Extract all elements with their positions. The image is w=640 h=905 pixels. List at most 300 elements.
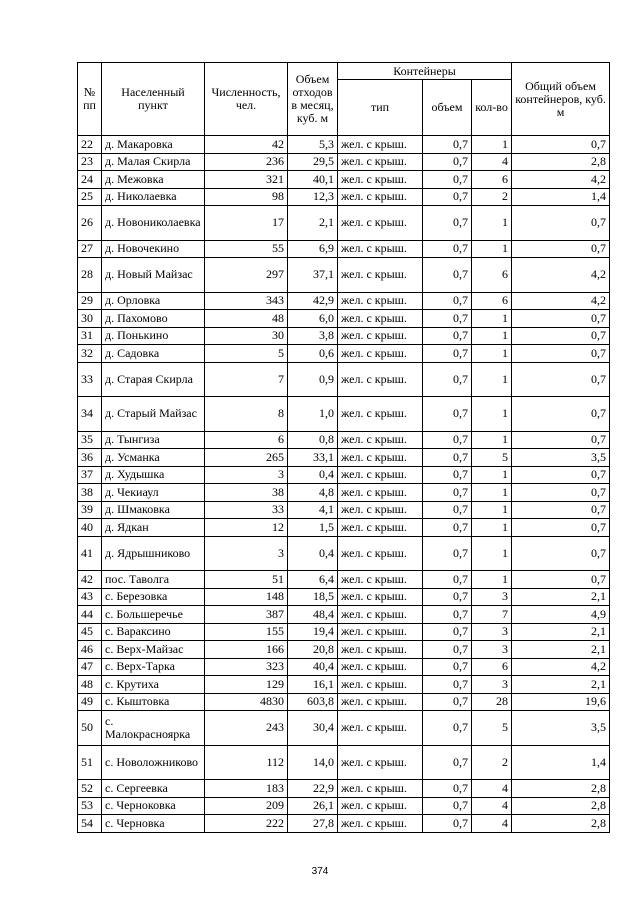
container-volume-cell: 0,7 (423, 711, 472, 746)
settlement-name: д. Худышка (102, 466, 205, 484)
container-count-cell: 6 (472, 258, 512, 293)
total-volume-cell: 1,4 (512, 188, 610, 206)
total-volume-cell: 2,8 (512, 815, 610, 833)
table-row (78, 484, 610, 502)
container-volume-cell: 0,7 (423, 676, 472, 694)
settlement-name: с. Крутиха (102, 676, 205, 694)
container-count-cell: 4 (472, 815, 512, 833)
container-count-cell: 7 (472, 606, 512, 624)
row-number: 33 (78, 362, 102, 397)
container-volume-cell: 0,7 (423, 588, 472, 606)
container-count-cell: 1 (472, 484, 512, 502)
container-type-cell: жел. с крыш. (338, 815, 423, 833)
waste-volume-cell: 33,1 (288, 449, 338, 467)
population-cell: 236 (205, 153, 288, 171)
row-number: 54 (78, 815, 102, 833)
page-number: 374 (311, 866, 329, 877)
table-row (78, 519, 610, 537)
container-count-cell: 1 (472, 310, 512, 328)
population-cell: 55 (205, 240, 288, 258)
table-row (78, 153, 610, 171)
container-volume-cell: 0,7 (423, 693, 472, 711)
row-number: 35 (78, 431, 102, 449)
container-count-cell: 1 (472, 466, 512, 484)
table-row (78, 797, 610, 815)
col-header-container-type: тип (338, 80, 423, 136)
row-number: 26 (78, 206, 102, 241)
table-row (78, 466, 610, 484)
waste-volume-cell: 2,1 (288, 206, 338, 241)
waste-volume-cell: 42,9 (288, 292, 338, 310)
row-number: 50 (78, 711, 102, 746)
table-row (78, 171, 610, 189)
total-volume-cell: 2,1 (512, 676, 610, 694)
settlement-name: д. Шмаковка (102, 501, 205, 519)
population-cell: 222 (205, 815, 288, 833)
total-volume-cell: 0,7 (512, 431, 610, 449)
total-volume-cell: 0,7 (512, 136, 610, 154)
row-number: 46 (78, 641, 102, 659)
settlement-name: д. Ядрышниково (102, 536, 205, 571)
container-volume-cell: 0,7 (423, 501, 472, 519)
container-type-cell: жел. с крыш. (338, 519, 423, 537)
container-type-cell: жел. с крыш. (338, 206, 423, 241)
container-count-cell: 1 (472, 501, 512, 519)
col-header-waste-volume: Объем отходов в месяц, куб. м (288, 63, 338, 136)
total-volume-cell: 4,2 (512, 292, 610, 310)
settlement-name: д. Николаевка (102, 188, 205, 206)
population-cell: 265 (205, 449, 288, 467)
row-number: 28 (78, 258, 102, 293)
total-volume-cell: 0,7 (512, 362, 610, 397)
row-number: 27 (78, 240, 102, 258)
table-row (78, 693, 610, 711)
container-type-cell: жел. с крыш. (338, 449, 423, 467)
waste-volume-cell: 20,8 (288, 641, 338, 659)
container-count-cell: 1 (472, 571, 512, 589)
row-number: 53 (78, 797, 102, 815)
row-number: 24 (78, 171, 102, 189)
total-volume-cell: 0,7 (512, 501, 610, 519)
table-row (78, 745, 610, 780)
settlement-name: с. Верх-Тарка (102, 658, 205, 676)
container-volume-cell: 0,7 (423, 310, 472, 328)
col-header-container-volume: объем (423, 80, 472, 136)
settlement-name: с. Кыштовка (102, 693, 205, 711)
container-volume-cell: 0,7 (423, 484, 472, 502)
container-type-cell: жел. с крыш. (338, 501, 423, 519)
waste-volume-cell: 6,4 (288, 571, 338, 589)
population-cell: 8 (205, 397, 288, 432)
container-volume-cell: 0,7 (423, 362, 472, 397)
settlement-name: д. Орловка (102, 292, 205, 310)
container-type-cell: жел. с крыш. (338, 397, 423, 432)
table-row (78, 711, 610, 746)
container-type-cell: жел. с крыш. (338, 188, 423, 206)
container-type-cell: жел. с крыш. (338, 693, 423, 711)
container-count-cell: 2 (472, 188, 512, 206)
total-volume-cell: 4,9 (512, 606, 610, 624)
container-volume-cell: 0,7 (423, 466, 472, 484)
row-number: 23 (78, 153, 102, 171)
total-volume-cell: 2,1 (512, 588, 610, 606)
population-cell: 243 (205, 711, 288, 746)
container-count-cell: 28 (472, 693, 512, 711)
container-volume-cell: 0,7 (423, 258, 472, 293)
container-count-cell: 1 (472, 362, 512, 397)
container-volume-cell: 0,7 (423, 519, 472, 537)
waste-volume-cell: 37,1 (288, 258, 338, 293)
container-volume-cell: 0,7 (423, 797, 472, 815)
container-type-cell: жел. с крыш. (338, 711, 423, 746)
population-cell: 4830 (205, 693, 288, 711)
container-type-cell: жел. с крыш. (338, 240, 423, 258)
container-volume-cell: 0,7 (423, 397, 472, 432)
table-row (78, 362, 610, 397)
total-volume-cell: 2,1 (512, 623, 610, 641)
col-header-containers: Контейнеры (338, 63, 512, 80)
container-volume-cell: 0,7 (423, 745, 472, 780)
container-volume-cell: 0,7 (423, 431, 472, 449)
population-cell: 112 (205, 745, 288, 780)
container-count-cell: 1 (472, 431, 512, 449)
row-number: 38 (78, 484, 102, 502)
container-volume-cell: 0,7 (423, 780, 472, 798)
row-number: 22 (78, 136, 102, 154)
table-row (78, 501, 610, 519)
settlement-name: д. Понькино (102, 327, 205, 345)
container-volume-cell: 0,7 (423, 240, 472, 258)
total-volume-cell: 2,8 (512, 153, 610, 171)
settlement-name: с. Большеречье (102, 606, 205, 624)
waste-volume-cell: 1,5 (288, 519, 338, 537)
row-number: 37 (78, 466, 102, 484)
total-volume-cell: 0,7 (512, 571, 610, 589)
row-number: 51 (78, 745, 102, 780)
population-cell: 17 (205, 206, 288, 241)
waste-volume-cell: 19,4 (288, 623, 338, 641)
container-type-cell: жел. с крыш. (338, 345, 423, 363)
settlement-name: с. Малокрасноярка (102, 711, 205, 746)
settlement-name: д. Старый Майзас (102, 397, 205, 432)
table-row (78, 815, 610, 833)
settlement-name: д. Малая Скирла (102, 153, 205, 171)
container-count-cell: 1 (472, 519, 512, 537)
total-volume-cell: 4,2 (512, 171, 610, 189)
population-cell: 33 (205, 501, 288, 519)
container-count-cell: 6 (472, 658, 512, 676)
row-number: 43 (78, 588, 102, 606)
waste-volume-cell: 1,0 (288, 397, 338, 432)
row-number: 45 (78, 623, 102, 641)
row-number: 32 (78, 345, 102, 363)
total-volume-cell: 0,7 (512, 397, 610, 432)
population-cell: 42 (205, 136, 288, 154)
container-volume-cell: 0,7 (423, 449, 472, 467)
table-row (78, 623, 610, 641)
container-count-cell: 5 (472, 711, 512, 746)
container-volume-cell: 0,7 (423, 206, 472, 241)
container-count-cell: 1 (472, 345, 512, 363)
container-volume-cell: 0,7 (423, 188, 472, 206)
table-row (78, 449, 610, 467)
container-type-cell: жел. с крыш. (338, 466, 423, 484)
container-volume-cell: 0,7 (423, 658, 472, 676)
row-number: 29 (78, 292, 102, 310)
waste-volume-cell: 12,3 (288, 188, 338, 206)
row-number: 25 (78, 188, 102, 206)
table-row (78, 536, 610, 571)
waste-volume-cell: 29,5 (288, 153, 338, 171)
container-type-cell: жел. с крыш. (338, 136, 423, 154)
row-number: 49 (78, 693, 102, 711)
row-number: 34 (78, 397, 102, 432)
row-number: 41 (78, 536, 102, 571)
container-type-cell: жел. с крыш. (338, 797, 423, 815)
waste-volume-cell: 14,0 (288, 745, 338, 780)
total-volume-cell: 0,7 (512, 484, 610, 502)
container-volume-cell: 0,7 (423, 136, 472, 154)
total-volume-cell: 0,7 (512, 466, 610, 484)
row-number: 39 (78, 501, 102, 519)
total-volume-cell: 1,4 (512, 745, 610, 780)
table-row (78, 188, 610, 206)
row-number: 47 (78, 658, 102, 676)
row-number: 48 (78, 676, 102, 694)
container-type-cell: жел. с крыш. (338, 606, 423, 624)
container-type-cell: жел. с крыш. (338, 484, 423, 502)
total-volume-cell: 0,7 (512, 310, 610, 328)
container-count-cell: 3 (472, 676, 512, 694)
table-row (78, 606, 610, 624)
population-cell: 129 (205, 676, 288, 694)
population-cell: 98 (205, 188, 288, 206)
container-type-cell: жел. с крыш. (338, 745, 423, 780)
container-count-cell: 1 (472, 536, 512, 571)
population-cell: 48 (205, 310, 288, 328)
container-count-cell: 6 (472, 292, 512, 310)
population-cell: 7 (205, 362, 288, 397)
container-count-cell: 1 (472, 206, 512, 241)
table-header (78, 63, 610, 136)
waste-volume-cell: 40,1 (288, 171, 338, 189)
container-type-cell: жел. с крыш. (338, 431, 423, 449)
waste-volume-cell: 40,4 (288, 658, 338, 676)
total-volume-cell: 2,1 (512, 641, 610, 659)
population-cell: 3 (205, 466, 288, 484)
total-volume-cell: 0,7 (512, 206, 610, 241)
container-type-cell: жел. с крыш. (338, 362, 423, 397)
waste-volume-cell: 603,8 (288, 693, 338, 711)
container-volume-cell: 0,7 (423, 536, 472, 571)
settlement-name: с. Верх-Майзас (102, 641, 205, 659)
settlement-name: д. Чекиаул (102, 484, 205, 502)
table-row (78, 240, 610, 258)
settlement-name: д. Новочекино (102, 240, 205, 258)
population-cell: 387 (205, 606, 288, 624)
total-volume-cell: 0,7 (512, 327, 610, 345)
col-header-container-count: кол-во (472, 80, 512, 136)
total-volume-cell: 4,2 (512, 258, 610, 293)
population-cell: 321 (205, 171, 288, 189)
container-volume-cell: 0,7 (423, 571, 472, 589)
waste-volume-cell: 18,5 (288, 588, 338, 606)
container-count-cell: 1 (472, 240, 512, 258)
waste-volume-cell: 0,6 (288, 345, 338, 363)
total-volume-cell: 3,5 (512, 449, 610, 467)
population-cell: 183 (205, 780, 288, 798)
col-header-total-volume: Общий объем контейнеров, куб. м (512, 63, 610, 136)
container-count-cell: 3 (472, 588, 512, 606)
row-number: 40 (78, 519, 102, 537)
settlement-name: с. Новоложниково (102, 745, 205, 780)
total-volume-cell: 0,7 (512, 536, 610, 571)
container-volume-cell: 0,7 (423, 606, 472, 624)
waste-volume-cell: 4,8 (288, 484, 338, 502)
container-volume-cell: 0,7 (423, 641, 472, 659)
table-row (78, 136, 610, 154)
container-count-cell: 2 (472, 745, 512, 780)
container-type-cell: жел. с крыш. (338, 676, 423, 694)
row-number: 42 (78, 571, 102, 589)
waste-volume-cell: 6,9 (288, 240, 338, 258)
population-cell: 297 (205, 258, 288, 293)
table-row (78, 431, 610, 449)
waste-volume-cell: 0,4 (288, 536, 338, 571)
waste-volume-cell: 26,1 (288, 797, 338, 815)
population-cell: 155 (205, 623, 288, 641)
settlement-name: д. Усманка (102, 449, 205, 467)
container-volume-cell: 0,7 (423, 153, 472, 171)
table-row (78, 310, 610, 328)
container-type-cell: жел. с крыш. (338, 658, 423, 676)
table-row (78, 397, 610, 432)
population-cell: 209 (205, 797, 288, 815)
total-volume-cell: 19,6 (512, 693, 610, 711)
waste-volume-cell: 48,4 (288, 606, 338, 624)
container-type-cell: жел. с крыш. (338, 171, 423, 189)
container-volume-cell: 0,7 (423, 327, 472, 345)
container-count-cell: 1 (472, 327, 512, 345)
row-number: 44 (78, 606, 102, 624)
container-volume-cell: 0,7 (423, 815, 472, 833)
total-volume-cell: 0,7 (512, 345, 610, 363)
settlement-name: д. Макаровка (102, 136, 205, 154)
waste-containers-table (77, 62, 610, 833)
settlement-name: д. Пахомово (102, 310, 205, 328)
table-row (78, 588, 610, 606)
population-cell: 38 (205, 484, 288, 502)
settlement-name: с. Березовка (102, 588, 205, 606)
settlement-name: д. Ядкан (102, 519, 205, 537)
container-type-cell: жел. с крыш. (338, 641, 423, 659)
container-count-cell: 4 (472, 797, 512, 815)
col-header-name: Населенный пункт (102, 63, 205, 136)
container-type-cell: жел. с крыш. (338, 327, 423, 345)
population-cell: 148 (205, 588, 288, 606)
population-cell: 51 (205, 571, 288, 589)
container-type-cell: жел. с крыш. (338, 153, 423, 171)
total-volume-cell: 4,2 (512, 658, 610, 676)
container-type-cell: жел. с крыш. (338, 588, 423, 606)
settlement-name: с. Черновка (102, 815, 205, 833)
waste-volume-cell: 0,4 (288, 466, 338, 484)
settlement-name: д. Межовка (102, 171, 205, 189)
container-count-cell: 3 (472, 641, 512, 659)
container-count-cell: 3 (472, 623, 512, 641)
container-type-cell: жел. с крыш. (338, 536, 423, 571)
container-type-cell: жел. с крыш. (338, 310, 423, 328)
container-volume-cell: 0,7 (423, 345, 472, 363)
settlement-name: с. Вараксино (102, 623, 205, 641)
container-volume-cell: 0,7 (423, 292, 472, 310)
waste-volume-cell: 27,8 (288, 815, 338, 833)
container-volume-cell: 0,7 (423, 171, 472, 189)
row-number: 52 (78, 780, 102, 798)
waste-volume-cell: 22,9 (288, 780, 338, 798)
waste-volume-cell: 30,4 (288, 711, 338, 746)
container-type-cell: жел. с крыш. (338, 623, 423, 641)
container-volume-cell: 0,7 (423, 623, 472, 641)
settlement-name: д. Тынгиза (102, 431, 205, 449)
waste-volume-cell: 16,1 (288, 676, 338, 694)
total-volume-cell: 2,8 (512, 797, 610, 815)
table-row (78, 345, 610, 363)
container-type-cell: жел. с крыш. (338, 780, 423, 798)
container-count-cell: 6 (472, 171, 512, 189)
table-row (78, 571, 610, 589)
waste-volume-cell: 3,8 (288, 327, 338, 345)
total-volume-cell: 0,7 (512, 240, 610, 258)
waste-volume-cell: 0,9 (288, 362, 338, 397)
waste-volume-cell: 6,0 (288, 310, 338, 328)
row-number: 30 (78, 310, 102, 328)
col-header-num: № пп (78, 63, 102, 136)
table-body (78, 136, 610, 833)
container-type-cell: жел. с крыш. (338, 571, 423, 589)
population-cell: 343 (205, 292, 288, 310)
waste-volume-cell: 4,1 (288, 501, 338, 519)
population-cell: 166 (205, 641, 288, 659)
container-count-cell: 4 (472, 780, 512, 798)
col-header-population: Численность, чел. (205, 63, 288, 136)
table-row (78, 292, 610, 310)
waste-volume-cell: 0,8 (288, 431, 338, 449)
total-volume-cell: 0,7 (512, 519, 610, 537)
total-volume-cell: 2,8 (512, 780, 610, 798)
table-row (78, 676, 610, 694)
population-cell: 30 (205, 327, 288, 345)
table-row (78, 641, 610, 659)
settlement-name: пос. Таволга (102, 571, 205, 589)
table-row (78, 206, 610, 241)
population-cell: 12 (205, 519, 288, 537)
population-cell: 323 (205, 658, 288, 676)
settlement-name: д. Новый Майзас (102, 258, 205, 293)
settlement-name: д. Старая Скирла (102, 362, 205, 397)
table-row (78, 658, 610, 676)
settlement-name: д. Садовка (102, 345, 205, 363)
population-cell: 3 (205, 536, 288, 571)
container-count-cell: 1 (472, 397, 512, 432)
waste-volume-cell: 5,3 (288, 136, 338, 154)
table-row (78, 327, 610, 345)
settlement-name: с. Черноковка (102, 797, 205, 815)
container-type-cell: жел. с крыш. (338, 258, 423, 293)
container-count-cell: 4 (472, 153, 512, 171)
population-cell: 6 (205, 431, 288, 449)
settlement-name: с. Сергеевка (102, 780, 205, 798)
